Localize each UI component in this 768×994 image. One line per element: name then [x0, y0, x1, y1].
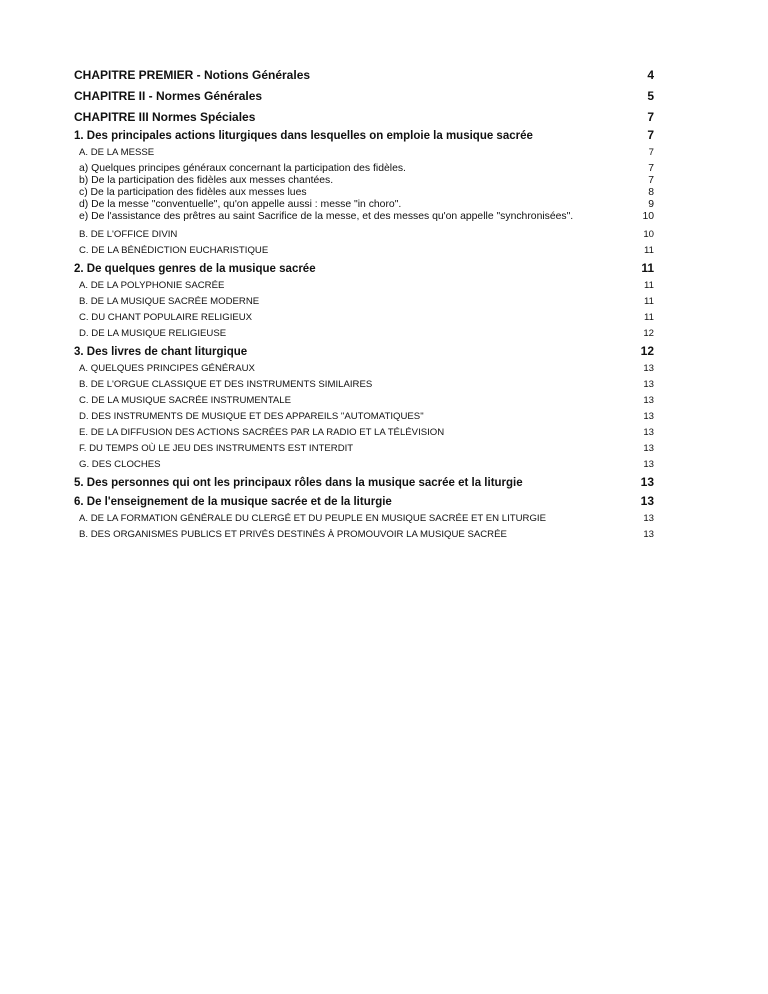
toc-entry-title: d) De la messe "conventuelle", qu'on appelle aussi : messe "in choro". [79, 199, 402, 210]
toc-entry-title: CHAPITRE PREMIER - Notions Générales [74, 68, 311, 82]
toc-subsection[interactable] [74, 459, 654, 470]
toc-page-number: 13 [643, 513, 654, 524]
toc-subsection[interactable] [74, 529, 654, 540]
toc-subsection[interactable] [74, 147, 654, 158]
toc-item-list [74, 163, 654, 223]
toc-page-number: 13 [643, 411, 654, 422]
toc-section-1[interactable] [74, 128, 654, 142]
toc-page-number: 13 [643, 395, 654, 406]
toc-subsection[interactable] [74, 363, 654, 374]
toc-page-number: 7 [648, 147, 654, 158]
toc-page-number: 13 [643, 459, 654, 470]
toc-item[interactable] [74, 187, 654, 199]
toc-item[interactable] [74, 199, 654, 211]
toc-section-2[interactable] [74, 261, 654, 275]
toc-subsection[interactable] [74, 229, 654, 240]
toc-page-number: 7 [648, 175, 654, 186]
toc-entry-title: A. DE LA FORMATION GÉNÉRALE DU CLERGÉ ET DU PEUPLE EN MUSIQUE SACRÉE ET EN LITURGIE [79, 513, 546, 524]
toc-entry-title: A. DE LA POLYPHONIE SACRÉE [79, 280, 225, 291]
toc-page-number: 9 [648, 199, 654, 210]
toc-subsection[interactable] [74, 411, 654, 422]
toc-page-number: 11 [644, 296, 654, 307]
toc-entry-title: 1. Des principales actions liturgiques dans lesquelles on emploie la musique sacrée [74, 130, 533, 142]
toc-page-number: 10 [643, 229, 654, 240]
toc-entry-title: CHAPITRE II - Normes Générales [74, 89, 263, 103]
toc-entry-title: D. DE LA MUSIQUE RELIGIEUSE [79, 328, 227, 339]
toc-page-number: 11 [641, 261, 654, 275]
toc-subsection[interactable] [74, 427, 654, 438]
toc-page-number: 7 [647, 110, 654, 124]
toc-subsection[interactable] [74, 280, 654, 291]
toc-entry-title: B. DE L'OFFICE DIVIN [79, 229, 178, 240]
toc-entry-title: E. DE LA DIFFUSION DES ACTIONS SACRÉES PAR LA RADIO ET LA TÉLÉVISION [79, 427, 445, 438]
toc-page-number: 8 [648, 187, 654, 198]
toc-entry-title: B. DE LA MUSIQUE SACRÉE MODERNE [79, 296, 260, 307]
toc-page-number: 13 [643, 379, 654, 390]
toc-entry-title: c) De la participation des fidèles aux messes lues [79, 187, 307, 198]
toc-page-number: 5 [647, 89, 654, 103]
toc-entry-title: b) De la participation des fidèles aux messes chantées. [79, 175, 334, 186]
toc-entry-title: CHAPITRE III Normes Spéciales [74, 110, 256, 124]
toc-entry-title: C. DE LA MUSIQUE SACRÉE INSTRUMENTALE [79, 395, 291, 406]
toc-subsection[interactable] [74, 296, 654, 307]
toc-chapter-2[interactable] [74, 88, 654, 109]
toc-entry-title: A. QUELQUES PRINCIPES GÉNÉRAUX [79, 363, 255, 374]
toc-page-number: 11 [644, 245, 654, 256]
toc-page-number: 13 [640, 494, 654, 508]
toc-subsection[interactable] [74, 379, 654, 390]
toc-entry-title: F. DU TEMPS OÙ LE JEU DES INSTRUMENTS EST INTERDIT [79, 443, 354, 454]
toc-entry-title: 2. De quelques genres de la musique sacrée [74, 263, 316, 275]
toc-entry-title: B. DE L'ORGUE CLASSIQUE ET DES INSTRUMENTS SIMILAIRES [79, 379, 373, 390]
toc-subsection[interactable] [74, 513, 654, 524]
toc-section-6[interactable] [74, 494, 654, 508]
toc-page-number: 7 [647, 128, 654, 142]
toc-page-number: 10 [642, 211, 654, 222]
toc-entry-title: A. DE LA MESSE [79, 147, 155, 158]
toc-page-number: 13 [643, 529, 654, 540]
toc-entry-title: G. DES CLOCHES [79, 459, 161, 470]
toc-page-number: 13 [643, 443, 654, 454]
table-of-contents [74, 67, 654, 545]
toc-page-number: 13 [640, 475, 654, 489]
toc-page-number: 13 [643, 363, 654, 374]
toc-item[interactable] [74, 175, 654, 187]
toc-entry-title: C. DU CHANT POPULAIRE RELIGIEUX [79, 312, 253, 323]
toc-entry-title: 5. Des personnes qui ont les principaux rôles dans la musique sacrée et la liturgie [74, 477, 523, 489]
toc-chapter-1[interactable] [74, 67, 654, 88]
toc-page-number: 12 [643, 328, 654, 339]
toc-subsection[interactable] [74, 395, 654, 406]
toc-subsection[interactable] [74, 312, 654, 323]
toc-entry-title: D. DES INSTRUMENTS DE MUSIQUE ET DES APPAREILS "AUTOMATIQUES" [79, 411, 424, 422]
toc-entry-title: 6. De l'enseignement de la musique sacrée et de la liturgie [74, 496, 392, 508]
toc-entry-title: C. DE LA BÉNÉDICTION EUCHARISTIQUE [79, 245, 269, 256]
toc-entry-title: B. DES ORGANISMES PUBLICS ET PRIVÉS DESTINÉS À PROMOUVOIR LA MUSIQUE SACRÉE [79, 529, 507, 540]
toc-page-number: 13 [643, 427, 654, 438]
toc-section-5[interactable] [74, 475, 654, 489]
toc-section-3[interactable] [74, 344, 654, 358]
toc-subsection[interactable] [74, 328, 654, 339]
toc-item[interactable] [74, 163, 654, 175]
toc-page-number: 4 [647, 68, 654, 82]
toc-subsection[interactable] [74, 245, 654, 256]
toc-page-number: 11 [644, 312, 654, 323]
toc-page-number: 12 [640, 344, 654, 358]
toc-page-number: 7 [648, 163, 654, 174]
toc-page-number: 11 [644, 280, 654, 291]
toc-entry-title: e) De l'assistance des prêtres au saint Sacrifice de la messe, et des messes qu'on appelle "synchronisées". [79, 211, 574, 222]
toc-chapter-3[interactable] [74, 109, 654, 128]
toc-subsection[interactable] [74, 443, 654, 454]
toc-entry-title: 3. Des livres de chant liturgique [74, 346, 248, 358]
toc-item[interactable] [74, 211, 654, 223]
toc-entry-title: a) Quelques principes généraux concernant la participation des fidèles. [79, 163, 406, 174]
